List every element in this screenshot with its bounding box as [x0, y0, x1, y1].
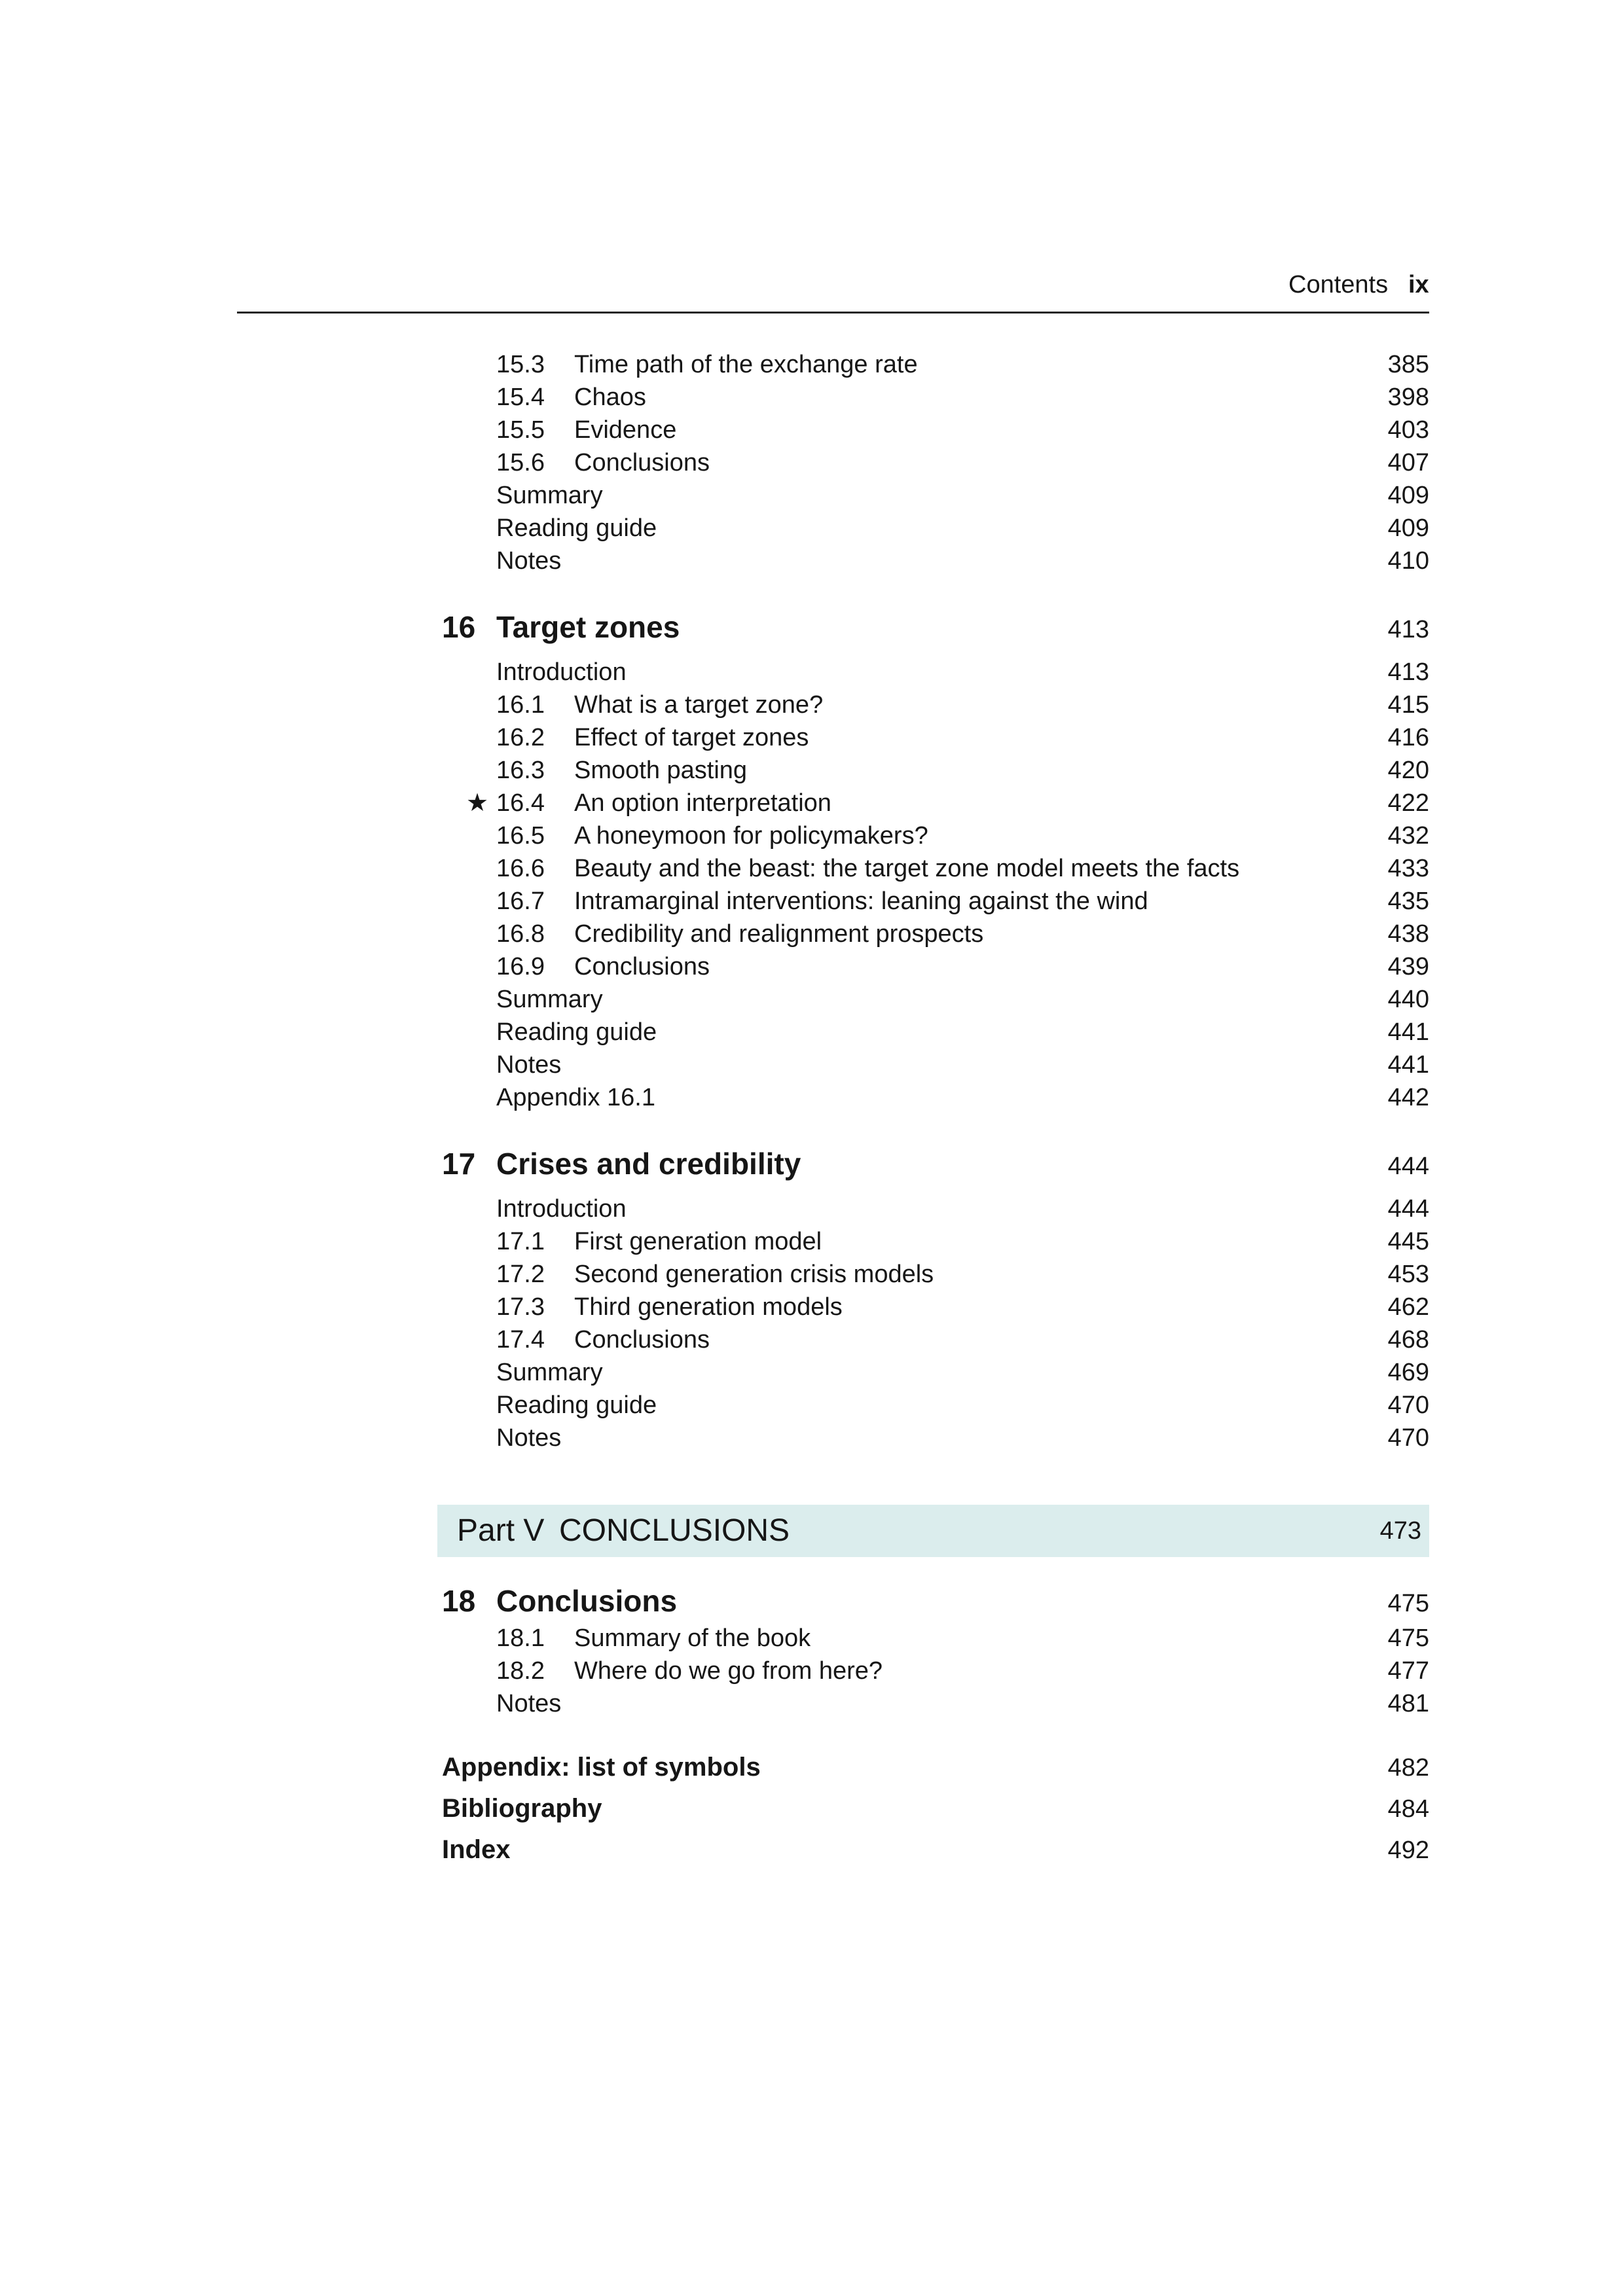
section-number: 16.7	[496, 888, 545, 915]
section-number: 16.8	[496, 920, 545, 948]
section-title: Conclusions	[574, 953, 710, 980]
page-number: 440	[1387, 986, 1429, 1013]
page-number: 416	[1387, 724, 1429, 751]
backmatter-title: Bibliography	[442, 1794, 602, 1823]
page-number: 435	[1387, 888, 1429, 915]
running-header-page-number: ix	[1408, 271, 1429, 298]
section-number: 17.2	[496, 1261, 545, 1288]
section-title: Beauty and the beast: the target zone model meets the facts	[574, 855, 1240, 882]
page-number: 409	[1387, 514, 1429, 542]
page-number: 442	[1387, 1084, 1429, 1111]
header-rule	[237, 312, 1429, 314]
page-number: 413	[1387, 616, 1429, 643]
page-number: 413	[1387, 658, 1429, 686]
section-number: 17.1	[496, 1228, 545, 1255]
page-number: 409	[1387, 482, 1429, 509]
page-number: 475	[1387, 1590, 1429, 1617]
section-number: 15.4	[496, 384, 545, 411]
section-number: 16.1	[496, 691, 545, 719]
page-number: 462	[1387, 1293, 1429, 1321]
section-title: What is a target zone?	[574, 691, 824, 719]
entry-title: Reading guide	[496, 514, 657, 542]
section-number: 16.3	[496, 757, 545, 784]
section-title: Summary of the book	[574, 1624, 811, 1652]
section-title: Conclusions	[574, 1326, 710, 1354]
section-number: 18.2	[496, 1657, 545, 1685]
page-number: 385	[1387, 351, 1429, 378]
section-number: 15.3	[496, 351, 545, 378]
page-number: 438	[1387, 920, 1429, 948]
page-number: 477	[1387, 1657, 1429, 1685]
section-number: 16.4	[496, 789, 545, 817]
entry-title: Reading guide	[496, 1018, 657, 1046]
page-number: 470	[1387, 1424, 1429, 1452]
entry-title: Summary	[496, 986, 603, 1013]
page-number: 415	[1387, 691, 1429, 719]
star-icon: ★	[466, 789, 489, 817]
page-number: 484	[1387, 1795, 1429, 1823]
page-number: 482	[1387, 1754, 1429, 1782]
section-title: Chaos	[574, 384, 646, 411]
page-number: 410	[1387, 547, 1429, 575]
section-title: Effect of target zones	[574, 724, 809, 751]
entry-title: Reading guide	[496, 1391, 657, 1419]
page-number: 439	[1387, 953, 1429, 980]
page-number: 407	[1387, 449, 1429, 476]
page-number: 445	[1387, 1228, 1429, 1255]
section-title: Credibility and realignment prospects	[574, 920, 984, 948]
page-number: 441	[1387, 1018, 1429, 1046]
page-number: 403	[1387, 416, 1429, 444]
section-title: Where do we go from here?	[574, 1657, 883, 1685]
section-title: An option interpretation	[574, 789, 831, 817]
section-number: 16.2	[496, 724, 545, 751]
section-title: Smooth pasting	[574, 757, 748, 784]
running-header-label: Contents	[1288, 271, 1389, 298]
page-number: 473	[1379, 1517, 1421, 1545]
page-number: 453	[1387, 1261, 1429, 1288]
section-title: A honeymoon for policymakers?	[574, 822, 928, 850]
entry-title: Notes	[496, 547, 562, 575]
section-title: Conclusions	[574, 449, 710, 476]
section-title: Second generation crisis models	[574, 1261, 934, 1288]
section-title: Evidence	[574, 416, 677, 444]
page-number: 433	[1387, 855, 1429, 882]
section-title: Time path of the exchange rate	[574, 351, 918, 378]
section-number: 17.3	[496, 1293, 545, 1321]
section-number: 16.9	[496, 953, 545, 980]
page-number: 475	[1387, 1624, 1429, 1652]
section-number: 17.4	[496, 1326, 545, 1354]
page-number: 441	[1387, 1051, 1429, 1079]
page-number: 420	[1387, 757, 1429, 784]
section-number: 15.5	[496, 416, 545, 444]
part-title: CONCLUSIONS	[559, 1513, 790, 1548]
section-number: 15.6	[496, 449, 545, 476]
page-number: 470	[1387, 1391, 1429, 1419]
section-title: Intramarginal interventions: leaning against the wind	[574, 888, 1148, 915]
section-number: 18.1	[496, 1624, 545, 1652]
page-number: 481	[1387, 1690, 1429, 1717]
entry-title: Notes	[496, 1051, 562, 1079]
entry-title: Introduction	[496, 658, 627, 686]
page-number: 468	[1387, 1326, 1429, 1354]
chapter-title: Crises and credibility	[496, 1147, 801, 1181]
section-title: Third generation models	[574, 1293, 843, 1321]
section-number: 16.6	[496, 855, 545, 882]
entry-title: Notes	[496, 1690, 562, 1717]
entry-title: Summary	[496, 1359, 603, 1386]
chapter-title: Target zones	[496, 610, 680, 644]
entry-title: Introduction	[496, 1195, 627, 1223]
chapter-number: 17	[442, 1147, 476, 1181]
chapter-number: 18	[442, 1584, 476, 1618]
backmatter-title: Appendix: list of symbols	[442, 1753, 761, 1782]
page-number: 492	[1387, 1837, 1429, 1864]
page-number: 432	[1387, 822, 1429, 850]
page-number: 469	[1387, 1359, 1429, 1386]
part-label: Part V	[457, 1513, 545, 1548]
entry-title: Notes	[496, 1424, 562, 1452]
entry-title: Summary	[496, 482, 603, 509]
page-number: 422	[1387, 789, 1429, 817]
entry-title: Appendix 16.1	[496, 1084, 655, 1111]
chapter-title: Conclusions	[496, 1584, 678, 1618]
page-number: 444	[1387, 1195, 1429, 1223]
chapter-number: 16	[442, 610, 476, 644]
backmatter-title: Index	[442, 1835, 511, 1864]
part-banner[interactable]	[437, 1505, 1429, 1557]
section-number: 16.5	[496, 822, 545, 850]
section-title: First generation model	[574, 1228, 822, 1255]
page-number: 444	[1387, 1153, 1429, 1180]
page-number: 398	[1387, 384, 1429, 411]
